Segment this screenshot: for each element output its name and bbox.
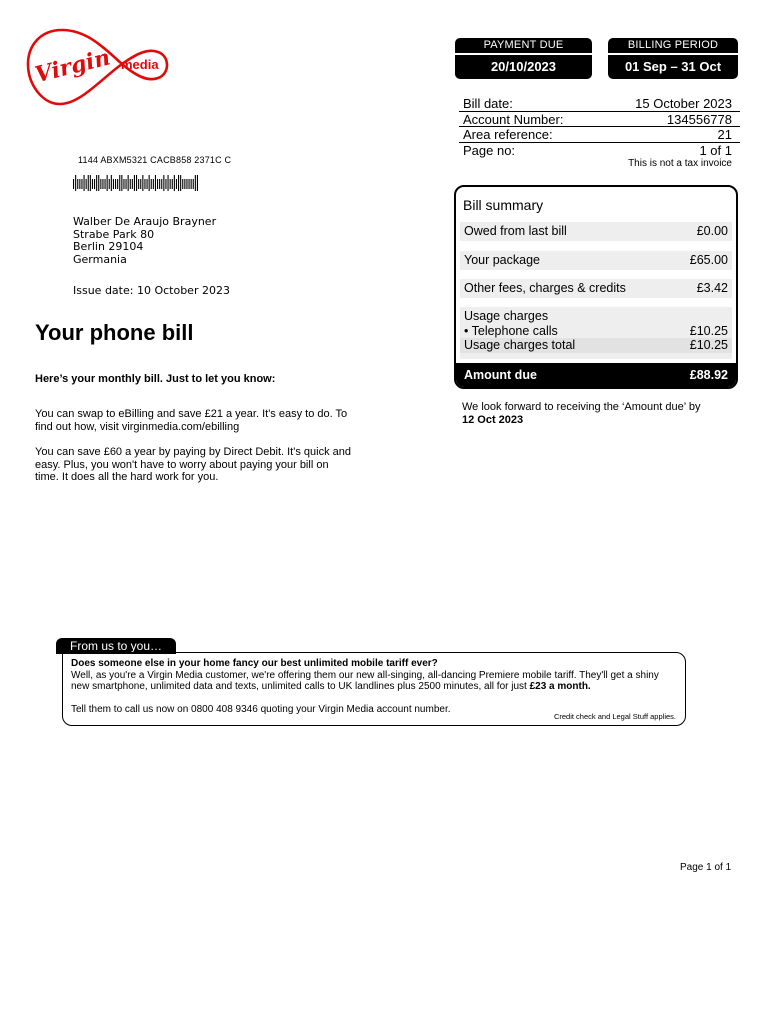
virgin-wordmark: Virgin — [32, 44, 113, 89]
promo-tab: From us to you… — [56, 638, 176, 654]
payment-due-note — [462, 401, 732, 426]
page-no-value: 1 of 1 — [699, 142, 732, 158]
fees-row — [460, 279, 732, 298]
legal-note: Credit check and Legal Stuff applies. — [553, 711, 676, 721]
usage-label: Usage charges — [464, 309, 549, 323]
owed-value: £0.00 — [696, 224, 728, 238]
issue-date: Issue date: 10 October 2023 — [73, 284, 230, 297]
page-no-row — [459, 143, 740, 158]
package-value: £65.00 — [689, 253, 728, 267]
address-line: Strabe Park 80 — [73, 227, 155, 241]
bill-date-label: Bill date: — [463, 96, 513, 111]
usage-total-row — [460, 338, 732, 353]
promo-price: £23 a month. — [529, 681, 591, 692]
telephone-calls-value: £10.25 — [689, 324, 728, 338]
tax-invoice-note: This is not a tax invoice — [628, 158, 732, 169]
recipient-address — [73, 216, 216, 266]
mailing-reference-code: 1144 ABXM5321 CACB858 2371C C — [78, 155, 232, 165]
fees-value: £3.42 — [696, 281, 728, 295]
postal-barcode — [73, 174, 199, 192]
media-wordmark: media — [121, 57, 159, 72]
bill-summary-panel — [454, 185, 738, 389]
bill-info-table — [459, 96, 740, 157]
intro-text: Here’s your monthly bill. Just to let you know: — [35, 373, 276, 385]
amount-due-label: Amount due — [464, 368, 537, 382]
telephone-calls-label: • Telephone calls — [464, 324, 558, 338]
page-no-label: Page no: — [463, 142, 516, 158]
owed-row — [460, 222, 732, 241]
area-reference-row — [459, 127, 740, 143]
promo-call-text: Tell them to call us now on 0800 408 9346 quoting your Virgin Media account number. — [71, 703, 451, 715]
bill-date-value: 15 October 2023 — [635, 96, 732, 111]
look-forward-text: We look forward to receiving the ‘Amount due’ by — [462, 401, 701, 413]
promo-body-text: Well, as you're a Virgin Media customer, we're offering them our new all-singing, all-dancing Premiere mobile tariff. They'll get a shiny new smartphone, unlimited data and texts, unlimited calls to UK landlines plus 2500 minutes, all for just — [71, 669, 659, 692]
page-title: Your phone bill — [35, 320, 194, 345]
promo-body — [71, 670, 677, 693]
address-line: Germania — [73, 252, 127, 266]
usage-charges-block — [460, 307, 732, 359]
payment-due-value: 20/10/2023 — [455, 53, 592, 79]
owed-label: Owed from last bill — [464, 224, 567, 238]
area-reference-value: 21 — [717, 127, 732, 142]
page-number: Page 1 of 1 — [680, 862, 732, 873]
due-date-text: 12 Oct 2023 — [462, 413, 524, 426]
direct-debit-paragraph: You can save £60 a year by paying by Direct Debit. It's quick and easy. Plus, you won't have to worry about paying your bill on time. It does all the hard work for you. — [35, 446, 351, 483]
bill-summary-title: Bill summary — [463, 197, 544, 213]
amount-due-value: £88.92 — [689, 368, 728, 382]
billing-period-box — [608, 38, 738, 79]
promo-headline: Does someone else in your home fancy our best unlimited mobile tariff ever? — [71, 658, 438, 669]
usage-total-label: Usage charges total — [464, 338, 576, 352]
promo-box — [62, 652, 686, 726]
account-number-value: 134556778 — [666, 111, 732, 127]
address-line: Berlin 29104 — [73, 240, 144, 254]
payment-due-box — [455, 38, 592, 79]
package-row — [460, 251, 732, 270]
package-label: Your package — [464, 253, 540, 267]
amount-due-bar — [456, 363, 736, 387]
payment-due-label: PAYMENT DUE — [455, 38, 592, 53]
telephone-calls-row — [464, 324, 728, 338]
usage-total-value: £10.25 — [689, 338, 728, 352]
bill-date-row — [459, 96, 740, 112]
account-number-label: Account Number: — [463, 111, 564, 127]
ebilling-paragraph: You can swap to eBilling and save £21 a year. It's easy to do. To find out how, visit virginmedia.com/ebilling — [35, 408, 348, 433]
virgin-media-logo — [24, 24, 174, 108]
area-reference-label: Area reference: — [463, 127, 553, 142]
billing-period-value: 01 Sep – 31 Oct — [608, 53, 738, 79]
account-number-row — [459, 112, 740, 128]
billing-period-label: BILLING PERIOD — [608, 38, 738, 53]
address-line: Walber De Araujo Brayner — [73, 215, 217, 228]
fees-label: Other fees, charges & credits — [464, 281, 626, 295]
